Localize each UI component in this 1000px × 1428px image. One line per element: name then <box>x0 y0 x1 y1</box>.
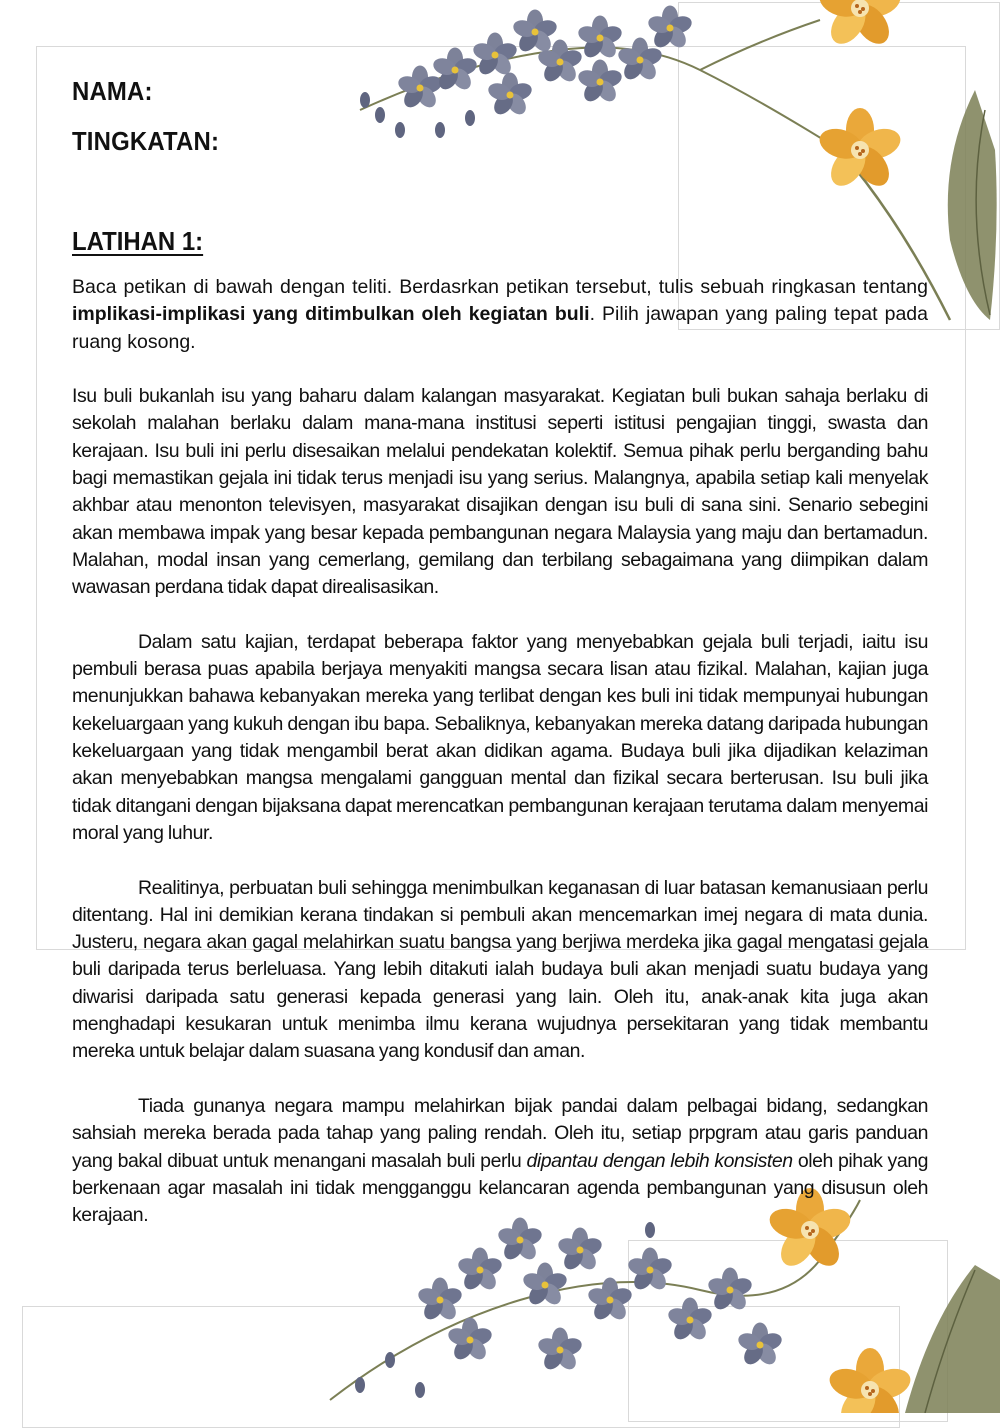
passage-paragraph-3: Realitinya, perbuatan buli sehingga menimbulkan keganasan di luar batasan kemanusiaan perlu ditentang. Hal ini demikian kerana tindakan si pembuli akan mencemarkan imej negara di mata dunia. Justeru, negara akan gagal melahirkan suatu bangsa yang berjiwa merdeka jika gagal mengatasi gejala buli daripada terus berleluasa. Yang lebih ditakuti ialah budaya buli akan menjadi suatu budaya yang diwarisi daripada satu generasi kepada generasi yang lain. Oleh itu, anak-anak kita juga akan menghadapi kesukaran untuk menimba ilmu kerana wujudnya persekitaran yang tidak membantu mereka untuk belajar dalam suasana yang kondusif dan aman. <box>72 876 928 1063</box>
passage-paragraph-2: Dalam satu kajian, terdapat beberapa faktor yang menyebabkan gejala buli terjadi, iaitu isu pembuli berasa puas apabila berjaya menyakiti mangsa secara lisan atau fizikal. Malahan, kajian juga menunjukkan bahawa kebanyakan mereka yang terlibat dengan kes buli ini tidak mempunyai hubungan kekeluargaan yang kukuh dengan ibu bapa. Sebaliknya, kebanyakan mereka datang daripada hubungan kekeluargaan yang tidak mengambil berat akan didikan agama. Budaya buli jika dijadikan kelaziman akan menyebabkan mangsa mengalami gangguan mental dan fizikal secara berterusan. Isu buli jika tidak ditangani dengan bijaksana dapat merencatkan pembangunan kerajaan terutama dalam menyemai moral yang luhur. <box>72 630 928 844</box>
passage-paragraph-4: Tiada gunanya negara mampu melahirkan bijak pandai dalam pelbagai bidang, sedangkan sahsiah mereka berada pada tahap yang paling rendah. Oleh itu, setiap prpgram atau garis panduan yang bakal dibuat untuk menangani masalah buli perlu dipantau dengan lebih konsisten oleh pihak yang berkenaan agar masalah ini tidak mengganggu kelancaran agenda pembangunan yang disusun oleh kerajaan. <box>72 1094 929 1227</box>
instruction-bold: implikasi-implikasi yang ditimbulkan oleh kegiatan buli <box>72 303 590 326</box>
nama-label: NAMA: <box>72 76 153 106</box>
instruction-paragraph: Baca petikan di bawah dengan teliti. Berdasrkan petikan tersebut, tulis sebuah ringkasan tentang implikasi-implikasi yang ditimbulkan oleh kegiatan buli. Pilih jawapan yang paling tepat pada ruang kosong. <box>72 276 928 353</box>
italic-phrase: dipantau dengan lebih konsisten <box>526 1149 793 1172</box>
tingkatan-label: TINGKATAN: <box>72 126 220 156</box>
passage-paragraph-1: Isu buli bukanlah isu yang baharu dalam kalangan masyarakat. Kegiatan buli bukan sahaja berlaku di sekolah malahan berlaku dalam mana-mana institusi seperti istitusi pengajian tinggi, swasta dan kerajaan. Isu buli ini perlu disesaikan melalui pendekatan kolektif. Semua pihak perlu berganding bahu bagi memastikan gejala ini tidak terus menjadi isu yang serius. Malangnya, apabila setiap kali menyelak akhbar atau menonton televisyen, masyarakat disajikan dengan isu buli di sana sini. Senario sebegini akan membawa impak yang besar kepada pembangunan negara Malaysia yang maju dan bertamadun. Malahan, modal insan yang cemerlang, gemilang dan terbilang sebagaimana yang diimpikan dalam wawasan perdana tidak dapat direalisasikan. <box>72 385 928 599</box>
exercise-title: LATIHAN 1: <box>72 226 204 256</box>
document-body <box>72 274 928 1257</box>
